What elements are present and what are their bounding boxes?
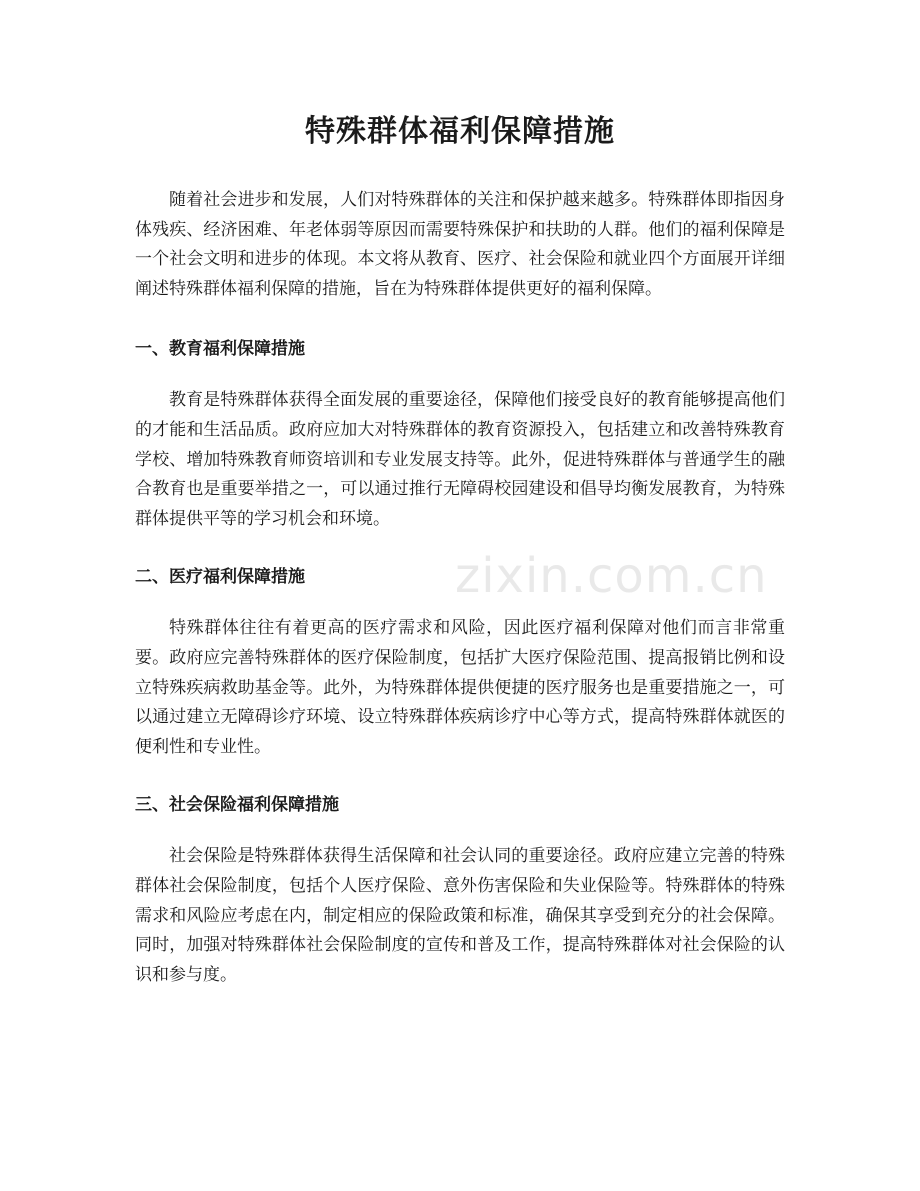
document-title: 特殊群体福利保障措施 (305, 114, 615, 149)
section-body-education: 教育是特殊群体获得全面发展的重要途径，保障他们接受良好的教育能够提高他们的才能和生活品质。政府应加大对特殊群体的教育资源投入，包括建立和改善特殊教育学校、增加特殊教育师资培训和专业发展支持等。此外，促进特殊群体与普通学生的融合教育也是重要举措之一，可以通过推行无障碍校园建设和倡导均衡发展教育，为特殊群体提供平等的学习机会和环境。 (135, 390, 785, 529)
section-heading-medical: 二、医疗福利保障措施 (135, 567, 305, 588)
watermark: zixin.com.cn (455, 548, 768, 604)
section-heading-education: 一、教育福利保障措施 (135, 339, 305, 360)
section-body-medical: 特殊群体往往有着更高的医疗需求和风险，因此医疗福利保障对他们而言非常重要。政府应完善特殊群体的医疗保险制度，包括扩大医疗保险范围、提高报销比例和设立特殊疾病救助基金等。此外，为特殊群体提供便捷的医疗服务也是重要措施之一，可以通过建立无障碍诊疗环境、设立特殊群体疾病诊疗中心等方式，提高特殊群体就医的便利性和专业性。 (135, 618, 785, 757)
section-body-social-insurance: 社会保险是特殊群体获得生活保障和社会认同的重要途径。政府应建立完善的特殊群体社会保险制度，包括个人医疗保险、意外伤害保险和失业保险等。特殊群体的特殊需求和风险应考虑在内，制定相应的保险政策和标准，确保其享受到充分的社会保障。同时，加强对特殊群体社会保险制度的宣传和普及工作，提高特殊群体对社会保险的认识和参与度。 (135, 846, 785, 985)
section-heading-social-insurance: 三、社会保险福利保障措施 (135, 795, 339, 816)
intro-paragraph: 随着社会进步和发展，人们对特殊群体的关注和保护越来越多。特殊群体即指因身体残疾、经济困难、年老体弱等原因而需要特殊保护和扶助的人群。他们的福利保障是一个社会文明和进步的体现。本文将从教育、医疗、社会保险和就业四个方面展开详细阐述特殊群体福利保障的措施，旨在为特殊群体提供更好的福利保障。 (135, 190, 785, 299)
